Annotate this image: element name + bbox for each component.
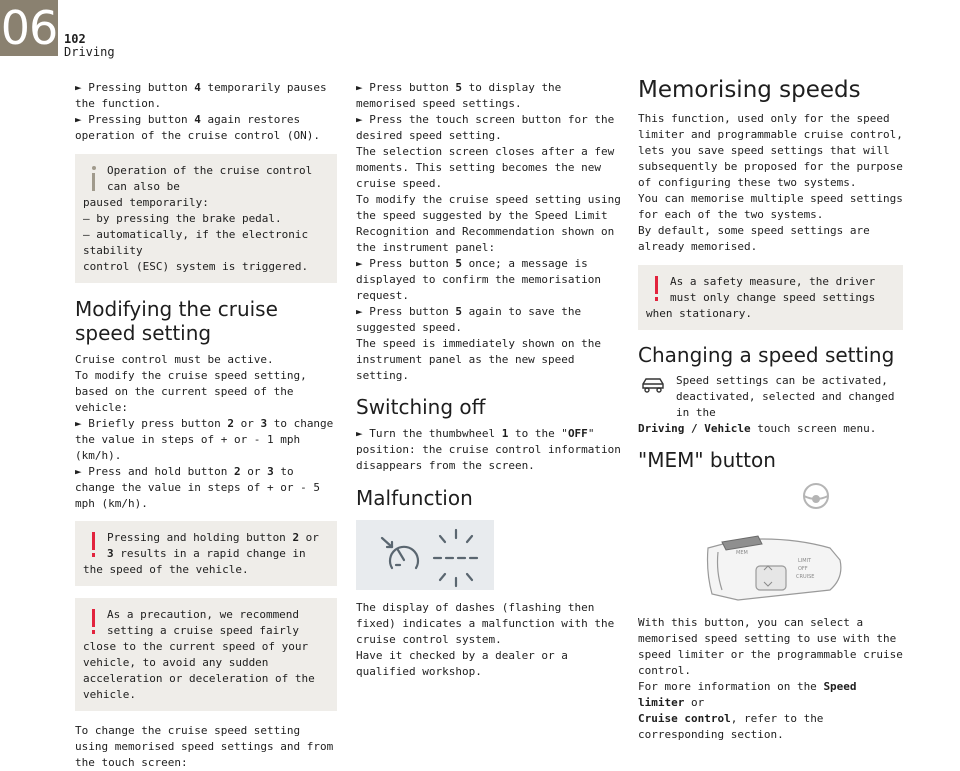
mem-button-text: With this button, you can select a memorised speed setting to use with the speed limiter or the programmable cruise control. [638,616,903,677]
selection-text: The selection screen closes after a few moments. This setting becomes the new cruise speed. [356,145,615,190]
instrument-panel-text: The speed is immediately shown on the instrument panel as the new speed setting. [356,337,602,382]
changing-speed-text: Speed settings can be activated, deactivated, selected and changed in the [676,374,895,419]
heading-changing-speed: Changing a speed setting [638,343,895,367]
chapter-number: 06 [0,1,58,55]
car-icon [640,375,666,395]
save-step: ► Press button 5 again to save the suggested speed. [356,305,582,334]
info-note-line: – by pressing the brake pedal. [83,212,282,225]
suggested-speed-text: To modify the cruise speed setting using the speed suggested by the Speed Limit Recognition and Recommendation shown on the instrument panel: [356,193,621,254]
cruise-stalk-illustration [698,482,858,607]
info-note-line: – automatically, if the electronic stability [83,228,309,257]
switch-off-step: ► Turn the thumbwheel 1 to the "OFF" position: the cruise control information disappears from the screen. [356,427,621,472]
column-3 [638,77,903,743]
step-long-press: ► Press and hold button 2 or 3 to change the value in steps of + or - 5 mph (km/h). [75,465,321,510]
info-note-line: paused temporarily: [83,196,209,209]
warning-note [638,265,903,330]
mem-button-image [698,482,858,607]
step-short-press: ► Briefly press button 2 or 3 to change the value in steps of + or - 1 mph (km/h). [75,417,334,462]
touch-screen-step: ► Press the touch screen button for the desired speed setting. [356,113,615,142]
info-note [75,154,337,283]
section-name: Driving [64,45,115,59]
heading-malfunction: Malfunction [356,486,473,510]
resume-instruction: ► Pressing button 4 again restores operation of the cruise control (ON). [75,113,321,142]
column-2 [356,80,622,680]
warning-icon [83,530,105,562]
intro-line: To modify the cruise speed setting, based on the current speed of the vehicle: [75,369,307,414]
heading-modifying-speed: Modifying the cruise speed setting [75,297,278,345]
memorising-multiple: You can memorise multiple speed settings for each of the two systems. [638,192,903,221]
cruise-malfunction-icon [356,520,494,590]
info-note-line: control (ESC) system is triggered. [83,260,309,273]
warning-text: As a safety measure, the driver must only change speed settings when stationary. [646,275,876,320]
intro-line: Cruise control must be active. [75,353,274,366]
confirm-step: ► Press button 5 once; a message is displayed to confirm the memorisation request. [356,257,602,302]
changing-speed-paragraph [638,373,903,421]
warning-note [75,598,337,711]
stalk-mem-label: MEM [736,550,748,556]
stalk-off-label: OFF [798,566,808,572]
warning-icon [83,607,105,639]
outro-text: To change the cruise speed setting using memorised speed settings and from the touch screen: [75,724,334,769]
column-1 [75,80,337,771]
memorised-display-step: ► Press button 5 to display the memorised speed settings. [356,81,562,110]
malfunction-display-image [356,520,494,590]
info-note-line: Operation of the cruise control can also be [107,164,313,193]
memorising-intro: This function, used only for the speed limiter and programmable cruise control, lets you save speed settings that will subsequently be proposed for the purpose of configuring these two systems. [638,112,903,189]
heading-mem-button: "MEM" button [638,448,776,472]
warning-text: Pressing and holding button 2 or 3 results in a rapid change in the speed of the vehicle. [83,531,319,576]
page-number: 102 [64,32,86,46]
warning-text: As a precaution, we recommend setting a cruise speed fairly close to the current speed of your vehicle, to avoid any sudden acceleration or deceleration of the vehicle. [83,608,315,701]
info-icon [83,163,105,195]
heading-memorising-speeds: Memorising speeds [638,77,861,103]
warning-icon [646,274,668,306]
warning-note [75,521,337,586]
malfunction-advice: Have it checked by a dealer or a qualified workshop. [356,649,568,678]
menu-name: Driving / Vehicle [638,422,751,435]
stalk-cruise-label: CRUISE [796,574,815,580]
malfunction-text: The display of dashes (flashing then fixed) indicates a malfunction with the cruise control system. [356,601,615,646]
stalk-limit-label: LIMIT [798,558,812,564]
memorising-default: By default, some speed settings are already memorised. [638,224,870,253]
changing-speed-text-cont: Driving / Vehicle touch screen menu. [638,422,877,435]
mem-button-reference: For more information on the Speed limiter or Cruise control, refer to the corresponding section. [638,680,857,741]
pause-instruction: ► Pressing button 4 temporarily pauses the function. [75,81,327,110]
heading-switching-off: Switching off [356,395,486,419]
